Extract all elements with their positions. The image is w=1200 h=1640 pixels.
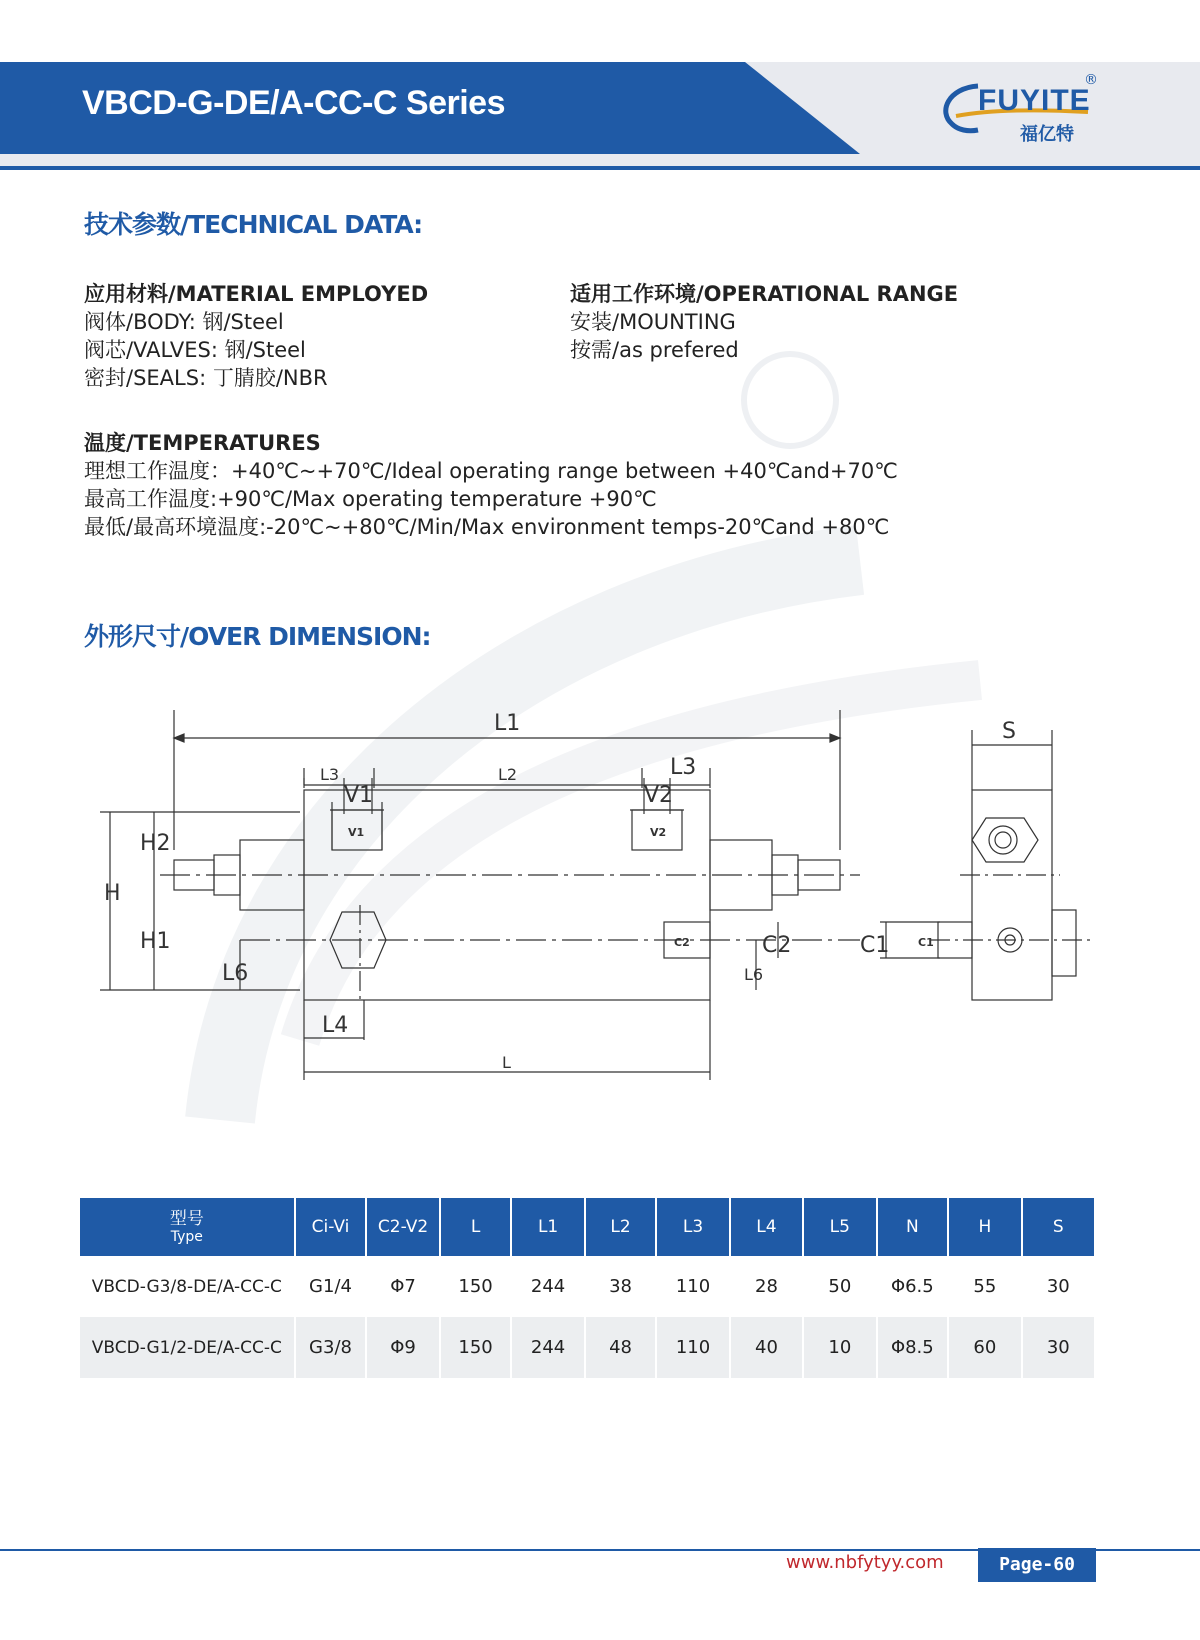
- header-rule: [0, 166, 1200, 170]
- table-cell: 48: [585, 1317, 656, 1378]
- dim-label-v1: V1: [344, 783, 374, 808]
- dim-label-c1: C1: [860, 933, 890, 958]
- table-cell: 150: [440, 1256, 512, 1317]
- table-header: H: [948, 1198, 1021, 1256]
- table-cell: 50: [803, 1256, 876, 1317]
- table-cell: VBCD-G1/2-DE/A-CC-C: [80, 1317, 295, 1378]
- table-header: L2: [585, 1198, 656, 1256]
- table-cell: 28: [730, 1256, 803, 1317]
- table-cell: Φ8.5: [877, 1317, 949, 1378]
- table-cell: VBCD-G3/8-DE/A-CC-C: [80, 1256, 295, 1317]
- footer-url-link[interactable]: www.nbfytyy.com: [786, 1552, 944, 1573]
- table-header: L1: [511, 1198, 585, 1256]
- port-label-v2: V2: [650, 826, 667, 839]
- dim-label-c2: C2: [762, 933, 792, 958]
- dim-label-h2: H2: [140, 831, 171, 856]
- temperature-line: 理想工作温度：+40℃~+70℃/Ideal operating range between +40℃and+70℃: [84, 459, 898, 483]
- dim-label-h1: H1: [140, 929, 171, 954]
- dim-label-l6: L6: [222, 961, 249, 986]
- table-cell: 110: [656, 1256, 730, 1317]
- table-header: [80, 1198, 295, 1256]
- dim-label-v2: V2: [644, 783, 674, 808]
- port-label-c2: C2: [674, 936, 690, 949]
- table-header-cn: 型号: [169, 1209, 204, 1229]
- table-header: L3: [656, 1198, 730, 1256]
- table-cell: 38: [585, 1256, 656, 1317]
- table-cell: 30: [1022, 1256, 1094, 1317]
- table-cell: 30: [1022, 1317, 1094, 1378]
- table-cell: G3/8: [295, 1317, 367, 1378]
- brand-logo-text: FUYITE: [978, 84, 1091, 117]
- table-cell: 40: [730, 1317, 803, 1378]
- port-label-c1: C1: [918, 936, 934, 949]
- temperature-line: 最高工作温度:+90℃/Max operating temperature +90℃: [84, 487, 657, 511]
- page-number: Page-60: [978, 1548, 1096, 1582]
- table-cell: 110: [656, 1317, 730, 1378]
- page-title: VBCD-G-DE/A-CC-C Series: [82, 84, 505, 122]
- range-line: 按需/as prefered: [570, 338, 739, 362]
- brand-logo-cn: 福亿特: [1020, 124, 1074, 145]
- temperature-heading: 温度/TEMPERATURES: [84, 431, 321, 455]
- dim-label-l: L: [502, 1053, 511, 1072]
- range-line: 安装/MOUNTING: [570, 310, 736, 334]
- dim-label-l3: L3: [670, 755, 697, 780]
- table-cell: 60: [948, 1317, 1021, 1378]
- dim-label-l4: L4: [322, 1013, 349, 1038]
- table-cell: Φ6.5: [877, 1256, 949, 1317]
- table-row: [80, 1317, 1094, 1378]
- dim-label-l1: L1: [494, 711, 521, 736]
- table-cell: G1/4: [295, 1256, 367, 1317]
- temperature-line: 最低/最高环境温度:-20℃~+80℃/Min/Max environment temps-20℃and +80℃: [84, 515, 890, 539]
- dim-label-l2: L2: [498, 765, 518, 784]
- table-header: L4: [730, 1198, 803, 1256]
- dim-label-s: S: [1002, 719, 1016, 744]
- material-line: 阀体/BODY: 钢/Steel: [84, 310, 284, 334]
- table-cell: Φ9: [366, 1317, 439, 1378]
- over-dimension-heading: 外形尺寸/OVER DIMENSION:: [84, 622, 431, 651]
- table-cell: 10: [803, 1317, 876, 1378]
- table-cell: 55: [948, 1256, 1021, 1317]
- table-header-en: Type: [170, 1229, 203, 1245]
- range-heading: 适用工作环境/OPERATIONAL RANGE: [570, 282, 959, 306]
- port-label-v1: V1: [348, 826, 365, 839]
- table-header: L: [440, 1198, 512, 1256]
- table-header: C2-V2: [366, 1198, 439, 1256]
- table-header-row: [80, 1198, 1094, 1256]
- spec-table: [80, 1198, 1094, 1378]
- material-line: 阀芯/VALVES: 钢/Steel: [84, 338, 306, 362]
- table-header: Ci-Vi: [295, 1198, 367, 1256]
- table-cell: 244: [511, 1256, 585, 1317]
- registered-mark: ®: [1084, 72, 1098, 88]
- table-cell: 150: [440, 1317, 512, 1378]
- dim-label-h: H: [104, 881, 121, 906]
- technical-data-heading: 技术参数/TECHNICAL DATA:: [84, 210, 423, 239]
- table-header: N: [877, 1198, 949, 1256]
- table-cell: 244: [511, 1317, 585, 1378]
- table-header: S: [1022, 1198, 1094, 1256]
- dim-label-l3: L3: [320, 765, 340, 784]
- table-header: L5: [803, 1198, 876, 1256]
- material-line: 密封/SEALS: 丁腈胶/NBR: [84, 366, 328, 390]
- table-cell: Φ7: [366, 1256, 439, 1317]
- material-heading: 应用材料/MATERIAL EMPLOYED: [84, 282, 429, 306]
- table-row: [80, 1256, 1094, 1317]
- dim-label-l6: L6: [744, 965, 764, 984]
- dimension-drawing: [0, 690, 1200, 1120]
